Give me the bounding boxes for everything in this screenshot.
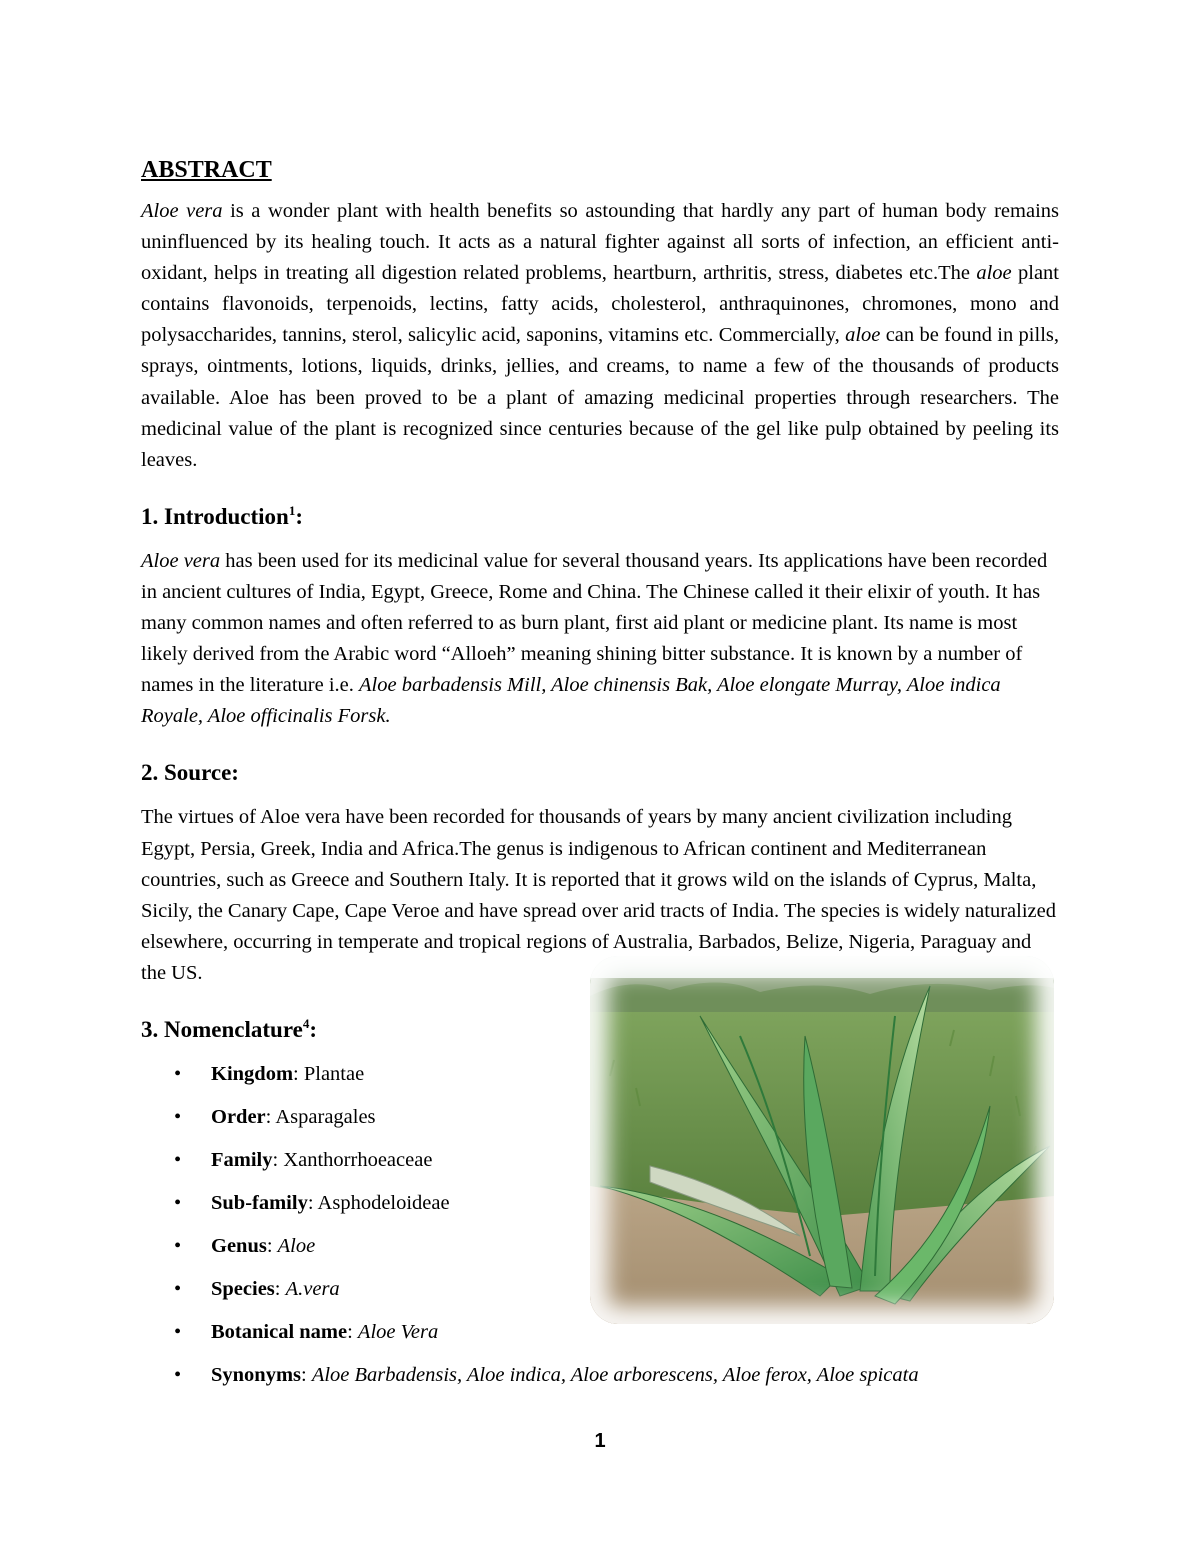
item-term: Kingdom	[211, 1062, 294, 1085]
item-sep: :	[265, 1105, 276, 1128]
abstract-heading: ABSTRACT	[141, 157, 272, 183]
abstract-text-b: plant contains flavonoids, terpenoids, lectins, fatty acids, cholesterol, anthraquinones, chromones, mono and polysaccharides, tannins, sterol, salicylic acid, saponins, vitamins etc. Commercially,	[141, 262, 1059, 347]
item-term: Family	[211, 1148, 273, 1171]
item-value: Asparagales	[275, 1105, 376, 1128]
introduction-heading-colon: :	[295, 503, 303, 529]
nomenclature-heading-text: 3. Nomenclature	[141, 1016, 303, 1042]
item-value: Xanthorrhoeaceae	[283, 1148, 433, 1171]
bullet: •	[174, 1234, 182, 1257]
abstract-paragraph	[141, 196, 1059, 476]
introduction-italic-start: Aloe vera	[141, 549, 221, 572]
introduction-italic-end: Aloe barbadensis Mill, Aloe chinensis Bak, Aloe elongate Murray, Aloe indica Royale, Aloe officinalis Forsk.	[141, 674, 1001, 728]
item-sep: :	[293, 1062, 304, 1085]
source-paragraph: The virtues of Aloe vera have been recorded for thousands of years by many ancient civilization including Egypt, Persia, Greek, India and Africa.The genus is indigenous to African continent and Mediterranean countries, such as Greece and Southern Italy. It is reported that it grows wild on the islands of Cyprus, Malta, Sicily, the Canary Cape, Cape Veroe and have spread over arid tracts of India. The species is widely naturalized elsewhere, occurring in temperate and tropical regions of Australia, Barbados, Belize, Nigeria, Paraguay and the US.	[141, 806, 1056, 984]
item-sep: :	[272, 1148, 284, 1171]
item-sep: :	[274, 1277, 286, 1300]
item-term: Synonyms	[211, 1363, 302, 1386]
item-term: Botanical name	[211, 1320, 348, 1343]
introduction-footnote-ref[interactable]: 1	[288, 502, 296, 518]
item-term: Genus	[211, 1234, 267, 1257]
item-value: Plantae	[303, 1062, 365, 1085]
bullet: •	[174, 1148, 182, 1171]
abstract-italic-2: aloe	[976, 262, 1012, 285]
item-value: Aloe Barbadensis, Aloe indica, Aloe arborescens, Aloe ferox, Aloe spicata	[311, 1363, 919, 1386]
item-sep: :	[301, 1363, 312, 1386]
abstract-text-a: is a wonder plant with health benefits so astounding that hardly any part of human body remains uninfluenced by its healing touch. It acts as a natural fighter against all sorts of infection, an efficient anti-oxidant, helps in treating all digestion related problems, heartburn, arthritis, stress, diabetes etc.The	[141, 200, 1059, 285]
abstract-italic-1: Aloe vera	[141, 200, 223, 222]
nomenclature-footnote-ref[interactable]: 4	[302, 1015, 310, 1031]
introduction-heading-text: 1. Introduction	[141, 503, 289, 529]
item-value: Aloe	[277, 1234, 316, 1257]
item-sep: :	[266, 1234, 278, 1257]
source-heading: 2. Source:	[141, 760, 239, 786]
list-item	[141, 1360, 1059, 1403]
bullet: •	[174, 1062, 182, 1085]
abstract-italic-3: aloe	[845, 324, 881, 347]
bullet: •	[174, 1191, 182, 1214]
introduction-paragraph	[141, 546, 1059, 733]
introduction-text: has been used for its medicinal value for several thousand years. Its applications have been recorded in ancient cultures of India, Egypt, Greece, Rome and China. The Chinese called it their elixir of youth. It has many common names and often referred to as burn plant, first aid plant or medicine plant. Its name is most likely derived from the Arabic word “Alloeh” meaning shining bitter substance. It is known by a number of names in the literature i.e.	[141, 549, 1048, 697]
introduction-heading	[141, 502, 1059, 532]
bullet: •	[174, 1277, 182, 1300]
item-sep: :	[307, 1191, 318, 1214]
item-term: Sub-family	[211, 1191, 308, 1214]
item-value: Asphodeloideae	[317, 1191, 450, 1214]
aloe-plant-photo	[590, 956, 1054, 1324]
item-value: A.vera	[285, 1277, 340, 1300]
bullet: •	[174, 1363, 182, 1386]
nomenclature-heading-colon: :	[309, 1016, 317, 1042]
item-term: Order	[211, 1105, 266, 1128]
item-sep: :	[347, 1320, 358, 1343]
abstract-text-c: can be found in pills, sprays, ointments, lotions, liquids, drinks, jellies, and creams, to name a few of the thousands of products available. Aloe has been proved to be a plant of amazing medicinal properties through researchers. The medicinal value of the plant is recognized since centuries because of the gel like pulp obtained by peeling its leaves.	[141, 324, 1060, 471]
item-term: Species	[211, 1277, 275, 1300]
aloe-plant-illustration	[590, 956, 1054, 1324]
bullet: •	[174, 1320, 182, 1343]
page-number: 1	[594, 1430, 606, 1452]
item-value: Aloe Vera	[357, 1320, 439, 1343]
bullet: •	[174, 1105, 182, 1128]
